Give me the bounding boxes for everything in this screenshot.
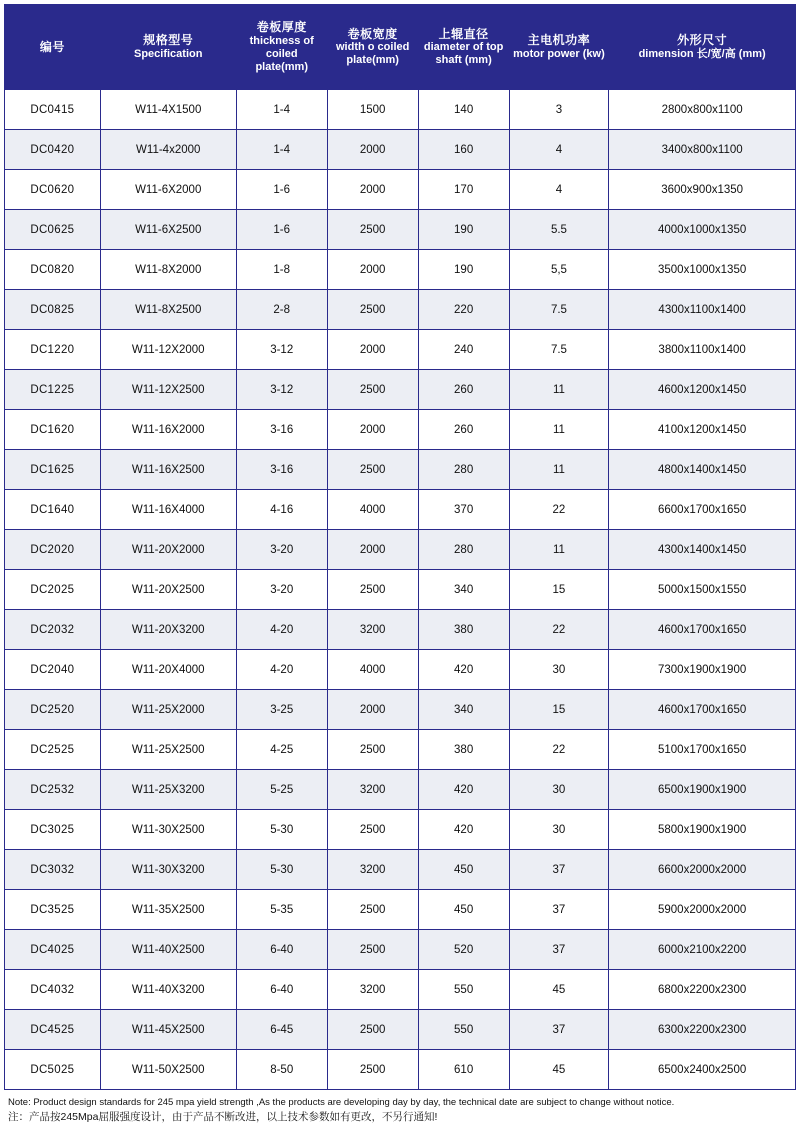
cell-specification: W11-16X2000: [100, 410, 236, 450]
table-row: [5, 1010, 796, 1050]
cell-dimension: 3800x1100x1400: [609, 330, 796, 370]
column-header-thickness: [236, 5, 327, 90]
table-row: [5, 850, 796, 890]
cell-thickness: 5-25: [236, 770, 327, 810]
cell-thickness: 4-20: [236, 650, 327, 690]
cell-width: 2500: [327, 1010, 418, 1050]
cell-dimension: 6300x2200x2300: [609, 1010, 796, 1050]
cell-specification: W11-6X2500: [100, 210, 236, 250]
cell-top-shaft-diameter: 260: [418, 410, 509, 450]
cell-dimension: 5000x1500x1550: [609, 570, 796, 610]
cell-code: DC4025: [5, 930, 101, 970]
cell-width: 2500: [327, 290, 418, 330]
column-header-dimension-en: dimension 长/宽/高 (mm): [638, 47, 766, 60]
cell-width: 4000: [327, 490, 418, 530]
cell-width: 2500: [327, 890, 418, 930]
cell-specification: W11-20X4000: [100, 650, 236, 690]
notes: [8, 1096, 800, 1125]
cell-specification: W11-4X1500: [100, 90, 236, 130]
cell-motor-power: 15: [509, 570, 609, 610]
column-header-specification-en: Specification: [133, 47, 203, 60]
cell-dimension: 3500x1000x1350: [609, 250, 796, 290]
cell-specification: W11-30X3200: [100, 850, 236, 890]
cell-thickness: 3-12: [236, 370, 327, 410]
column-header-thickness-en: thickness of coiled plate(mm): [249, 34, 314, 73]
cell-top-shaft-diameter: 450: [418, 890, 509, 930]
cell-code: DC0825: [5, 290, 101, 330]
cell-thickness: 1-6: [236, 210, 327, 250]
table-row: [5, 970, 796, 1010]
cell-width: 2500: [327, 570, 418, 610]
cell-top-shaft-diameter: 260: [418, 370, 509, 410]
cell-width: 3200: [327, 850, 418, 890]
note-chinese: 注：产品按245Mpa屈服强度设计，由于产品不断改进，以上技术参数如有更改，不另行通知!: [8, 1110, 438, 1123]
table-row: [5, 810, 796, 850]
cell-top-shaft-diameter: 380: [418, 730, 509, 770]
cell-specification: W11-25X2000: [100, 690, 236, 730]
table-row: [5, 930, 796, 970]
table-row: [5, 290, 796, 330]
column-header-motor-power-en: motor power (kw): [513, 47, 605, 60]
table-row: [5, 890, 796, 930]
cell-specification: W11-20X3200: [100, 610, 236, 650]
cell-thickness: 6-45: [236, 1010, 327, 1050]
cell-dimension: 4300x1400x1450: [609, 530, 796, 570]
cell-thickness: 3-12: [236, 330, 327, 370]
cell-dimension: 6500x2400x2500: [609, 1050, 796, 1090]
cell-code: DC3025: [5, 810, 101, 850]
cell-dimension: 4600x1700x1650: [609, 610, 796, 650]
cell-thickness: 5-35: [236, 890, 327, 930]
cell-code: DC2532: [5, 770, 101, 810]
cell-thickness: 3-25: [236, 690, 327, 730]
table-row: [5, 370, 796, 410]
cell-dimension: 6500x1900x1900: [609, 770, 796, 810]
cell-width: 3200: [327, 610, 418, 650]
cell-top-shaft-diameter: 280: [418, 530, 509, 570]
cell-dimension: 6600x1700x1650: [609, 490, 796, 530]
cell-motor-power: 37: [509, 1010, 609, 1050]
column-header-dimension-cn: 外形尺寸: [677, 33, 728, 48]
cell-specification: W11-20X2000: [100, 530, 236, 570]
cell-code: DC3525: [5, 890, 101, 930]
cell-dimension: 5800x1900x1900: [609, 810, 796, 850]
cell-motor-power: 45: [509, 970, 609, 1010]
table-row: [5, 330, 796, 370]
cell-dimension: 4800x1400x1450: [609, 450, 796, 490]
cell-code: DC2020: [5, 530, 101, 570]
cell-top-shaft-diameter: 370: [418, 490, 509, 530]
table-row: [5, 1050, 796, 1090]
table-row: [5, 250, 796, 290]
cell-motor-power: 3: [509, 90, 609, 130]
table-row: [5, 450, 796, 490]
cell-width: 2500: [327, 810, 418, 850]
cell-motor-power: 30: [509, 650, 609, 690]
table-row: [5, 170, 796, 210]
cell-width: 2500: [327, 450, 418, 490]
cell-dimension: 3400x800x1100: [609, 130, 796, 170]
cell-code: DC1220: [5, 330, 101, 370]
column-header-code: [5, 5, 101, 90]
cell-motor-power: 30: [509, 810, 609, 850]
cell-specification: W11-25X2500: [100, 730, 236, 770]
cell-top-shaft-diameter: 240: [418, 330, 509, 370]
table-row: [5, 410, 796, 450]
cell-specification: W11-40X2500: [100, 930, 236, 970]
cell-motor-power: 37: [509, 850, 609, 890]
table-row: [5, 570, 796, 610]
cell-top-shaft-diameter: 160: [418, 130, 509, 170]
cell-specification: W11-25X3200: [100, 770, 236, 810]
cell-motor-power: 15: [509, 690, 609, 730]
cell-code: DC0415: [5, 90, 101, 130]
table-row: [5, 490, 796, 530]
cell-thickness: 1-6: [236, 170, 327, 210]
cell-code: DC2025: [5, 570, 101, 610]
cell-code: DC2040: [5, 650, 101, 690]
cell-motor-power: 4: [509, 170, 609, 210]
table-row: [5, 210, 796, 250]
cell-width: 2500: [327, 210, 418, 250]
cell-width: 3200: [327, 970, 418, 1010]
cell-top-shaft-diameter: 380: [418, 610, 509, 650]
table-row: [5, 610, 796, 650]
column-header-code-cn: 编号: [39, 39, 65, 54]
cell-code: DC4032: [5, 970, 101, 1010]
table-row: [5, 90, 796, 130]
cell-motor-power: 5.5: [509, 210, 609, 250]
cell-width: 2000: [327, 410, 418, 450]
cell-motor-power: 4: [509, 130, 609, 170]
column-header-top-shaft-diameter-en: diameter of top shaft (mm): [423, 41, 504, 67]
column-header-motor-power-cn: 主电机功率: [527, 33, 591, 48]
cell-code: DC3032: [5, 850, 101, 890]
header-row: [5, 5, 796, 90]
cell-code: DC1620: [5, 410, 101, 450]
cell-specification: W11-8X2500: [100, 290, 236, 330]
cell-specification: W11-45X2500: [100, 1010, 236, 1050]
cell-specification: W11-16X4000: [100, 490, 236, 530]
cell-code: DC1225: [5, 370, 101, 410]
cell-dimension: 4000x1000x1350: [609, 210, 796, 250]
cell-top-shaft-diameter: 170: [418, 170, 509, 210]
column-header-dimension: [609, 5, 796, 90]
cell-dimension: 3600x900x1350: [609, 170, 796, 210]
cell-width: 2000: [327, 250, 418, 290]
cell-code: DC1640: [5, 490, 101, 530]
cell-code: DC1625: [5, 450, 101, 490]
cell-motor-power: 37: [509, 890, 609, 930]
cell-width: 2500: [327, 930, 418, 970]
cell-thickness: 1-4: [236, 90, 327, 130]
cell-width: 2000: [327, 330, 418, 370]
cell-thickness: 5-30: [236, 810, 327, 850]
cell-motor-power: 22: [509, 730, 609, 770]
cell-thickness: 6-40: [236, 930, 327, 970]
cell-code: DC2520: [5, 690, 101, 730]
cell-thickness: 4-25: [236, 730, 327, 770]
cell-specification: W11-12X2000: [100, 330, 236, 370]
cell-top-shaft-diameter: 190: [418, 210, 509, 250]
cell-specification: W11-50X2500: [100, 1050, 236, 1090]
cell-dimension: 2800x800x1100: [609, 90, 796, 130]
column-header-width: [327, 5, 418, 90]
cell-width: 2500: [327, 370, 418, 410]
cell-thickness: 4-16: [236, 490, 327, 530]
cell-code: DC4525: [5, 1010, 101, 1050]
cell-width: 2000: [327, 170, 418, 210]
cell-top-shaft-diameter: 420: [418, 650, 509, 690]
cell-top-shaft-diameter: 420: [418, 810, 509, 850]
cell-code: DC0625: [5, 210, 101, 250]
cell-dimension: 6000x2100x2200: [609, 930, 796, 970]
cell-top-shaft-diameter: 420: [418, 770, 509, 810]
cell-thickness: 2-8: [236, 290, 327, 330]
cell-code: DC2525: [5, 730, 101, 770]
cell-code: DC0820: [5, 250, 101, 290]
cell-top-shaft-diameter: 220: [418, 290, 509, 330]
cell-width: 3200: [327, 770, 418, 810]
table-body: [5, 90, 796, 1090]
column-header-width-en: width o coiled plate(mm): [336, 41, 410, 67]
cell-thickness: 3-16: [236, 410, 327, 450]
cell-motor-power: 22: [509, 490, 609, 530]
cell-thickness: 4-20: [236, 610, 327, 650]
table-row: [5, 770, 796, 810]
column-header-thickness-cn: 卷板厚度: [256, 20, 307, 35]
table-row: [5, 730, 796, 770]
cell-width: 2000: [327, 690, 418, 730]
cell-dimension: 4600x1200x1450: [609, 370, 796, 410]
cell-top-shaft-diameter: 190: [418, 250, 509, 290]
table-row: [5, 650, 796, 690]
column-header-width-cn: 卷板宽度: [347, 26, 398, 41]
cell-motor-power: 7.5: [509, 290, 609, 330]
cell-top-shaft-diameter: 610: [418, 1050, 509, 1090]
cell-top-shaft-diameter: 450: [418, 850, 509, 890]
cell-dimension: 7300x1900x1900: [609, 650, 796, 690]
cell-thickness: 5-30: [236, 850, 327, 890]
cell-top-shaft-diameter: 550: [418, 970, 509, 1010]
cell-code: DC0620: [5, 170, 101, 210]
table-header: [5, 5, 796, 90]
cell-specification: W11-12X2500: [100, 370, 236, 410]
cell-motor-power: 22: [509, 610, 609, 650]
cell-specification: W11-16X2500: [100, 450, 236, 490]
note-english: Note: Product design standards for 245 mpa yield strength ,As the products are developing day by day, the technical date are subject to change without notice.: [8, 1097, 675, 1108]
cell-width: 2500: [327, 730, 418, 770]
column-header-top-shaft-diameter-cn: 上辊直径: [438, 26, 489, 41]
cell-top-shaft-diameter: 550: [418, 1010, 509, 1050]
table-row: [5, 530, 796, 570]
cell-dimension: 4600x1700x1650: [609, 690, 796, 730]
cell-thickness: 6-40: [236, 970, 327, 1010]
cell-top-shaft-diameter: 340: [418, 690, 509, 730]
cell-specification: W11-35X2500: [100, 890, 236, 930]
cell-specification: W11-6X2000: [100, 170, 236, 210]
column-header-specification: [100, 5, 236, 90]
cell-top-shaft-diameter: 280: [418, 450, 509, 490]
column-header-specification-cn: 规格型号: [143, 33, 194, 48]
cell-motor-power: 11: [509, 370, 609, 410]
cell-width: 2000: [327, 130, 418, 170]
cell-width: 2500: [327, 1050, 418, 1090]
cell-width: 2000: [327, 530, 418, 570]
cell-dimension: 5900x2000x2000: [609, 890, 796, 930]
column-header-top-shaft-diameter: [418, 5, 509, 90]
cell-motor-power: 11: [509, 450, 609, 490]
cell-code: DC2032: [5, 610, 101, 650]
cell-specification: W11-4x2000: [100, 130, 236, 170]
cell-thickness: 3-20: [236, 530, 327, 570]
cell-thickness: 1-8: [236, 250, 327, 290]
cell-motor-power: 45: [509, 1050, 609, 1090]
cell-thickness: 1-4: [236, 130, 327, 170]
cell-motor-power: 11: [509, 410, 609, 450]
cell-thickness: 8-50: [236, 1050, 327, 1090]
cell-dimension: 4300x1100x1400: [609, 290, 796, 330]
cell-specification: W11-8X2000: [100, 250, 236, 290]
cell-code: DC0420: [5, 130, 101, 170]
cell-width: 4000: [327, 650, 418, 690]
table-row: [5, 130, 796, 170]
cell-dimension: 6600x2000x2000: [609, 850, 796, 890]
cell-dimension: 4100x1200x1450: [609, 410, 796, 450]
cell-motor-power: 11: [509, 530, 609, 570]
cell-code: DC5025: [5, 1050, 101, 1090]
cell-top-shaft-diameter: 140: [418, 90, 509, 130]
cell-specification: W11-40X3200: [100, 970, 236, 1010]
column-header-motor-power: [509, 5, 609, 90]
cell-motor-power: 37: [509, 930, 609, 970]
cell-top-shaft-diameter: 340: [418, 570, 509, 610]
cell-specification: W11-20X2500: [100, 570, 236, 610]
cell-motor-power: 30: [509, 770, 609, 810]
cell-motor-power: 5,5: [509, 250, 609, 290]
cell-top-shaft-diameter: 520: [418, 930, 509, 970]
cell-thickness: 3-16: [236, 450, 327, 490]
specification-table: [4, 4, 796, 1090]
cell-width: 1500: [327, 90, 418, 130]
cell-thickness: 3-20: [236, 570, 327, 610]
table-row: [5, 690, 796, 730]
cell-specification: W11-30X2500: [100, 810, 236, 850]
cell-dimension: 6800x2200x2300: [609, 970, 796, 1010]
cell-motor-power: 7.5: [509, 330, 609, 370]
cell-dimension: 5100x1700x1650: [609, 730, 796, 770]
